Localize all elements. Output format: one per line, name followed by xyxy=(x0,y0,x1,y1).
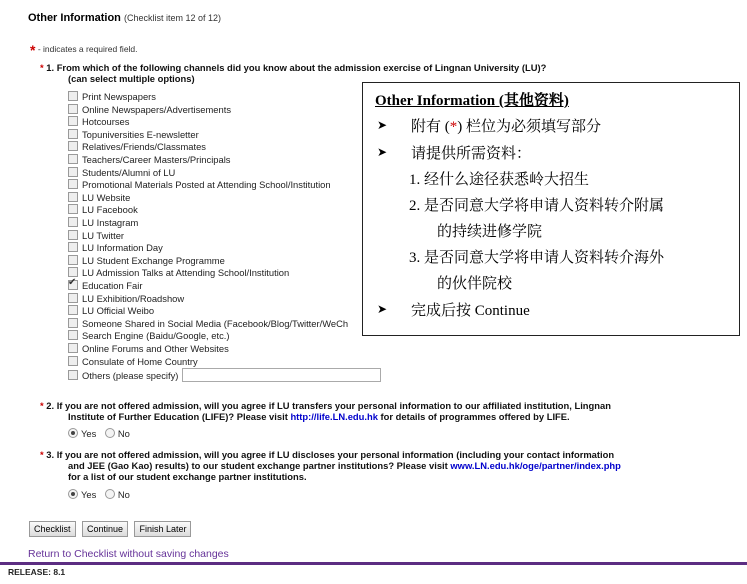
continue-button[interactable]: Continue xyxy=(82,521,128,537)
overlay-item-2: 2. 是否同意大学将申请人资料转介附属 xyxy=(409,198,665,214)
q1-option-label: Online Forums and Other Websites xyxy=(82,343,229,354)
return-to-checklist-link[interactable]: Return to Checklist without saving changes xyxy=(28,548,229,560)
checklist-button[interactable]: Checklist xyxy=(29,521,76,537)
q1-option xyxy=(68,104,231,116)
q1-option-label: LU Official Weibo xyxy=(82,305,155,317)
q2-radio-group xyxy=(68,428,136,439)
q1-option-checkbox[interactable] xyxy=(68,116,78,126)
question-text: If you are not offered admission, will you agree if LU discloses your personal information (including your contact information xyxy=(56,449,615,460)
q1-option-checkbox[interactable] xyxy=(68,230,78,240)
q1-option-checkbox[interactable] xyxy=(68,267,78,277)
overlay-title: Other Information (其他资料) xyxy=(375,93,569,109)
question-2-line2 xyxy=(68,411,570,422)
q1-option xyxy=(68,116,129,128)
overlay-line-required: 附有 (*) 栏位为必须填写部分 xyxy=(411,119,601,135)
q1-option-checkbox[interactable] xyxy=(68,255,78,265)
q3-radio-group xyxy=(68,489,136,500)
page-header xyxy=(28,12,221,24)
q1-option-checkbox[interactable] xyxy=(68,356,78,366)
q1-option-checkbox[interactable] xyxy=(68,167,78,177)
q1-option xyxy=(68,230,124,242)
q1-option-label: Print Newspapers xyxy=(82,91,156,102)
q1-option-checkbox[interactable] xyxy=(68,330,78,340)
question-2 xyxy=(40,400,611,411)
q2-no-radio[interactable] xyxy=(105,428,115,438)
q1-option-checkbox[interactable] xyxy=(68,242,78,252)
overlay-item-2-cont: 的持续进修学院 xyxy=(437,224,543,240)
q1-option-checkbox[interactable] xyxy=(68,343,78,353)
q1-option-label: Topuniversities E-newsletter xyxy=(82,128,199,140)
q1-option-label: Consulate of Home Country xyxy=(82,355,198,367)
question-text-cont: and JEE (Gao Kao) results) to our student exchange partner institutions? Please visit xyxy=(68,460,448,471)
overlay-item-3-cont: 的伙伴院校 xyxy=(437,276,513,292)
q1-option xyxy=(68,204,138,216)
q1-option-label: LU Exhibition/Roadshow xyxy=(82,292,185,304)
others-specify-input[interactable] xyxy=(182,368,381,382)
q1-option xyxy=(68,179,331,191)
overlay-item-3: 3. 是否同意大学将申请人资料转介海外 xyxy=(409,250,665,266)
overlay-line-continue: 完成后按 Continue xyxy=(411,303,530,319)
q1-option xyxy=(68,368,381,380)
arrow-bullet-icon: ➤ xyxy=(377,118,388,132)
q1-option-label: Someone Shared in Social Media (Facebook/Blog/Twitter/WeCh xyxy=(82,317,349,329)
q1-option-label: LU Website xyxy=(82,191,131,203)
q1-option-label: Students/Alumni of LU xyxy=(82,166,176,178)
q1-option-label: LU Facebook xyxy=(82,204,138,216)
q1-option-checkbox[interactable] xyxy=(68,293,78,303)
required-note-text: - indicates a required field. xyxy=(37,44,138,54)
q1-option xyxy=(68,255,225,267)
q1-option-label: Others (please specify) xyxy=(82,370,179,382)
q1-option-checkbox[interactable] xyxy=(68,217,78,227)
q2-yes-label: Yes xyxy=(81,428,97,439)
life-link[interactable]: http://life.LN.edu.hk xyxy=(290,411,378,422)
overlay-line-provide: 请提供所需资料： xyxy=(411,146,532,162)
question-text-cont: Institute of Further Education (LIFE)? Please visit xyxy=(68,411,288,422)
question-text-end: for details of programmes offered by LIFE. xyxy=(380,411,570,422)
q1-option xyxy=(68,356,198,368)
arrow-bullet-icon: ➤ xyxy=(377,145,388,159)
question-3-line2 xyxy=(68,460,621,471)
q1-option xyxy=(68,192,130,204)
instruction-overlay xyxy=(362,82,740,336)
q1-option-checkbox[interactable] xyxy=(68,370,78,380)
q3-no-radio[interactable] xyxy=(105,489,115,499)
q3-yes-radio[interactable] xyxy=(68,489,78,499)
q1-option xyxy=(68,293,184,305)
q1-option xyxy=(68,154,231,166)
q1-option-label: Search Engine (Baidu/Google, etc.) xyxy=(82,330,230,342)
q3-yes-label: Yes xyxy=(81,489,97,500)
q1-option xyxy=(68,217,138,229)
q1-option xyxy=(68,280,142,292)
question-number: 2. xyxy=(46,400,55,411)
q1-option xyxy=(68,305,154,317)
q1-option-label: Relatives/Friends/Classmates xyxy=(82,141,206,153)
q1-option-label: Education Fair xyxy=(82,280,143,291)
footer-divider xyxy=(0,562,747,565)
q1-option-label: LU Admission Talks at Attending School/Institution xyxy=(82,267,290,279)
q2-yes-radio[interactable] xyxy=(68,428,78,438)
finish-later-button[interactable]: Finish Later xyxy=(134,521,191,537)
question-3-line3: for a list of our student exchange partner institutions. xyxy=(68,471,307,482)
required-star-icon: * xyxy=(40,400,44,411)
required-star-icon: * xyxy=(40,449,44,460)
q1-option-checkbox[interactable] xyxy=(68,104,78,114)
q1-option xyxy=(68,129,199,141)
question-number: 1. xyxy=(46,62,55,73)
q1-option xyxy=(68,91,156,103)
q1-option xyxy=(68,242,163,254)
required-note xyxy=(30,42,138,58)
arrow-bullet-icon: ➤ xyxy=(377,302,388,316)
q1-option-label: Teachers/Career Masters/Principals xyxy=(82,154,231,165)
q1-option-label: Hotcourses xyxy=(82,116,130,128)
q1-option-checkbox[interactable] xyxy=(68,204,78,214)
q1-option-label: LU Information Day xyxy=(82,242,163,254)
q1-option-checkbox[interactable] xyxy=(68,280,78,290)
q1-option xyxy=(68,141,206,153)
question-text: From which of the following channels did you know about the admission exercise of Lingnan University (LU)? xyxy=(56,62,547,73)
q1-option-checkbox[interactable] xyxy=(68,305,78,315)
q3-no-label: No xyxy=(117,489,130,500)
page-title: Other Information xyxy=(28,12,121,24)
q1-option xyxy=(68,167,175,179)
question-text: If you are not offered admission, will you agree if LU transfers your personal information to our affiliated institution, Lingnan xyxy=(56,400,611,411)
q1-option-checkbox[interactable] xyxy=(68,179,78,189)
q1-option-label: LU Student Exchange Programme xyxy=(82,254,225,266)
q1-option-checkbox[interactable] xyxy=(68,154,78,164)
q1-option-checkbox[interactable] xyxy=(68,318,78,328)
q1-option-label: Online Newspapers/Advertisements xyxy=(82,103,232,115)
q1-option-label: Promotional Materials Posted at Attending School/Institution xyxy=(82,179,331,191)
q1-option-label: LU Instagram xyxy=(82,217,139,228)
q1-option xyxy=(68,330,229,342)
q1-option-checkbox[interactable] xyxy=(68,141,78,151)
q1-option-label: LU Twitter xyxy=(82,229,125,241)
q2-no-label: No xyxy=(117,428,130,439)
q1-option-checkbox[interactable] xyxy=(68,192,78,202)
q1-option xyxy=(68,267,289,279)
release-label: RELEASE: 8.1 xyxy=(8,567,66,577)
required-star-icon: * xyxy=(30,42,36,58)
page-subtitle: (Checklist item 12 of 12) xyxy=(123,13,221,23)
required-star-icon: * xyxy=(40,62,44,73)
overlay-item-1: 1. 经什么途径获悉岭大招生 xyxy=(409,172,590,188)
q1-option xyxy=(68,343,229,355)
question-number: 3. xyxy=(46,449,55,460)
button-bar xyxy=(29,519,193,537)
q1-option xyxy=(68,318,348,330)
q1-option-checkbox[interactable] xyxy=(68,91,78,101)
question-1-subtext: (can select multiple options) xyxy=(68,73,195,84)
question-3 xyxy=(40,449,614,460)
partner-link[interactable]: www.LN.edu.hk/oge/partner/index.php xyxy=(450,460,621,471)
q1-option-checkbox[interactable] xyxy=(68,129,78,139)
question-1 xyxy=(40,62,546,73)
